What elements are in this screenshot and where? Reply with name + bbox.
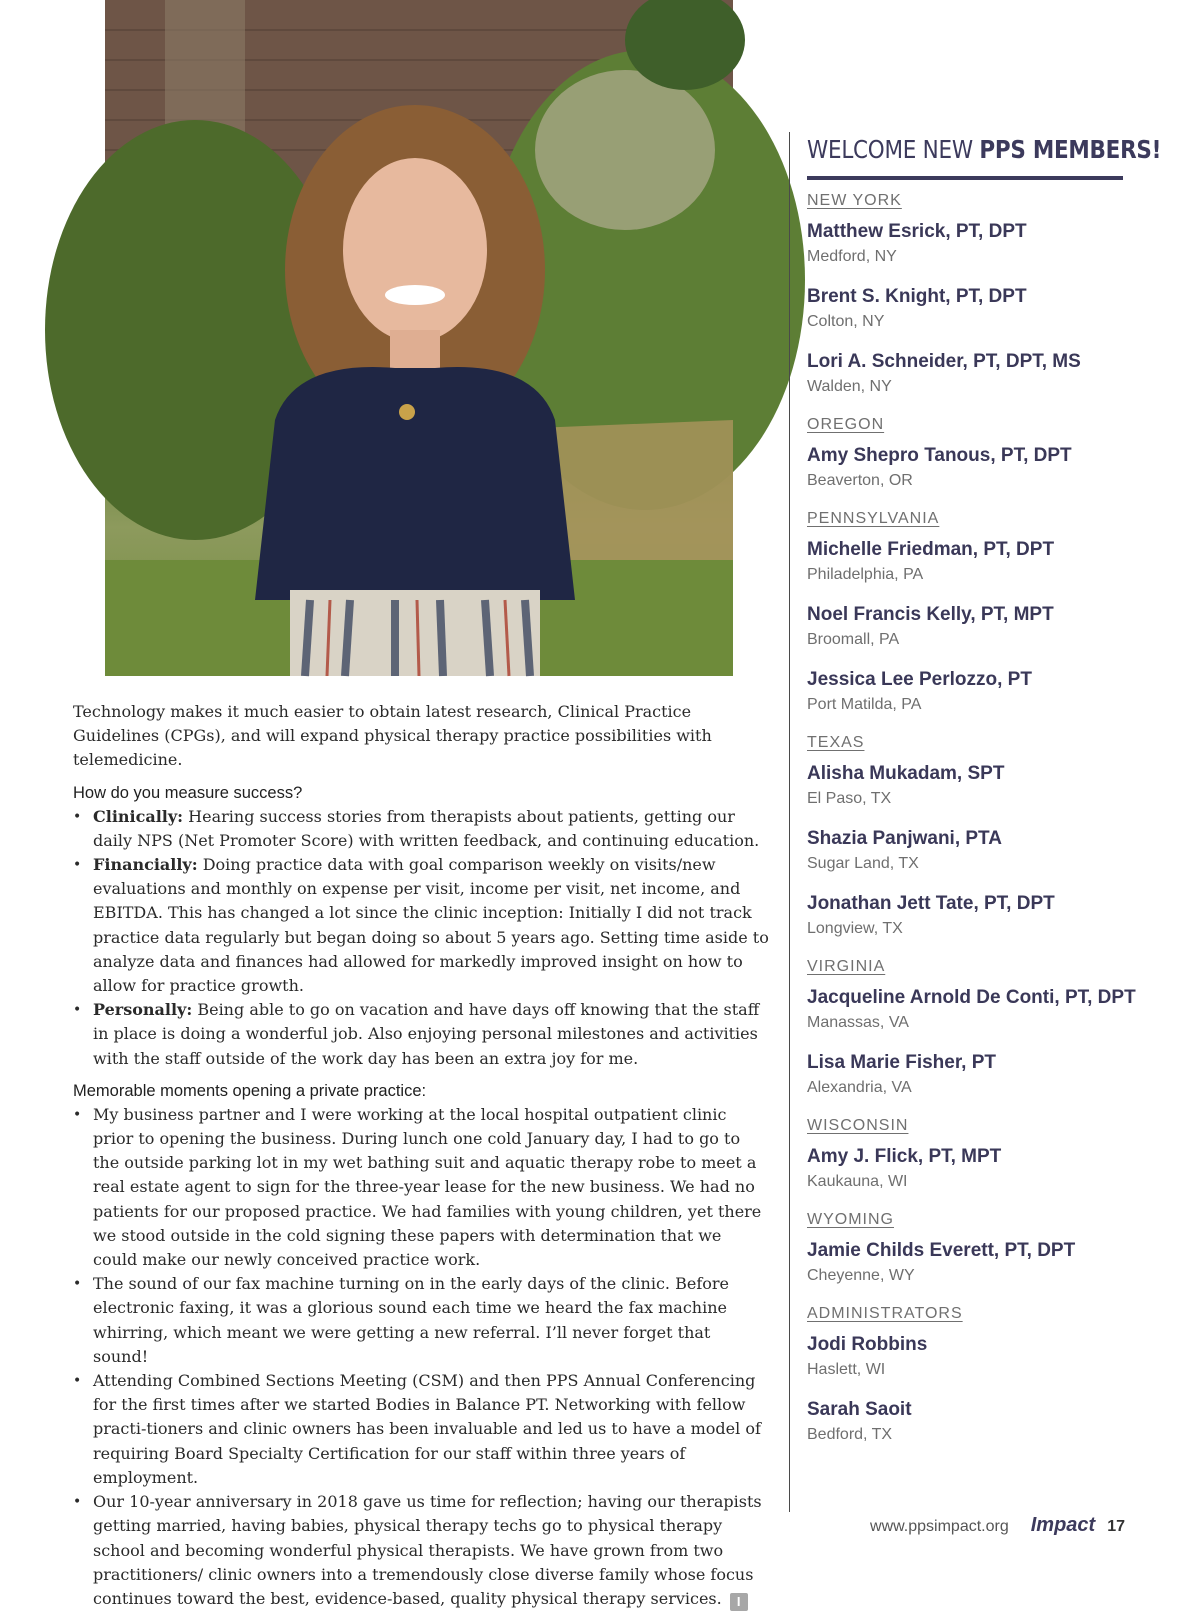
list-item-text: Hearing success stories from therapists about patients, getting our daily NPS (Net Promoter Score) with written feedback, and continuing education.: [93, 806, 760, 850]
member-name: Shazia Panjwani, PTA: [807, 828, 1002, 849]
list-item-lead: Personally:: [93, 1000, 193, 1020]
member-city: Medford, NY: [807, 248, 897, 265]
member-entry: [807, 443, 1125, 492]
member-city: Colton, NY: [807, 313, 885, 330]
member-entry: [807, 1397, 1125, 1446]
new-members-sidebar: [807, 130, 1162, 1462]
sidebar-title-light: WELCOME NEW: [807, 135, 980, 164]
article-intro: Technology makes it much easier to obtain latest research, Clinical Practice Guidelines (CPGs), and will expand physical therapy practice possibilities with telemedicine.: [73, 702, 712, 770]
member-city: Longview, TX: [807, 920, 903, 937]
list-item-text: My business partner and I were working at the local hospital outpatient clinic prior to opening the business. During lunch one cold January day, I had to go to the outside parking lot in my wet bathing suit and aquatic therapy robe to meet a real estate agent to sign for the three-year lease for the new business. We had no patients for our proposed practice. We had families with young children, yet there we stood outside in the cold signing these papers with determination that we could make our newly conceived practice work.: [93, 1104, 762, 1270]
member-name: Jessica Lee Perlozzo, PT: [807, 669, 1032, 690]
member-city: Haslett, WI: [807, 1361, 886, 1378]
member-name: Jodi Robbins: [807, 1334, 928, 1355]
list-item-lead: Clinically:: [93, 806, 184, 826]
member-city: Kaukauna, WI: [807, 1173, 908, 1190]
state-heading: WYOMING: [807, 1211, 894, 1228]
list-item-text: Being able to go on vacation and have days off knowing that the staff in place is doing a wonderful job. Also enjoying personal milestones and activities with the staff outside of the work day has been an extra joy for me.: [93, 1000, 760, 1068]
member-entry: [807, 284, 1125, 333]
state-heading: PENNSYLVANIA: [807, 510, 940, 527]
list-item-lead: Financially:: [93, 855, 198, 875]
member-entry: [807, 1238, 1125, 1287]
member-entry: [807, 1144, 1125, 1193]
footer-url[interactable]: www.ppsimpact.org: [870, 1518, 1009, 1535]
state-heading: VIRGINIA: [807, 958, 886, 975]
list-item-text: Attending Combined Sections Meeting (CSM) and then PPS Annual Conferencing for the first times after we started Bodies in Balance PT. Networking with fellow practi-tioners and clinic owners has been invaluable and led us to have a model of requiring Board Specialty Certification for our staff within three years of employment.: [93, 1371, 761, 1487]
member-name: Lori A. Schneider, PT, DPT, MS: [807, 351, 1081, 372]
member-entry: [807, 667, 1125, 716]
list-item-text: Doing practice data with goal comparison weekly on visits/new evaluations and monthly on expense per visit, income per visit, net income, and EBITDA. This has changed a lot since the clinic inception: Initially I did not track practice data regularly but began doing so about 5 years ago. Setting time aside to analyze data and finances had allowed for markedly improved insight on how to allow for practice growth.: [93, 855, 769, 996]
title-rule: [807, 176, 1123, 180]
success-list: [73, 805, 769, 1071]
list-item: [73, 1490, 769, 1611]
member-entry: [807, 891, 1125, 940]
member-entry: [807, 1050, 1125, 1099]
member-city: Cheyenne, WY: [807, 1267, 915, 1284]
list-item: [73, 1369, 769, 1490]
memorable-list: [73, 1103, 769, 1611]
list-item: [73, 1272, 769, 1369]
member-entry: [807, 537, 1125, 586]
state-heading: NEW YORK: [807, 192, 902, 209]
member-name: Brent S. Knight, PT, DPT: [807, 286, 1027, 307]
member-name: Alisha Mukadam, SPT: [807, 763, 1005, 784]
section-heading-success: How do you measure success?: [73, 783, 303, 802]
member-entry: [807, 1332, 1125, 1381]
member-entry: [807, 219, 1125, 268]
member-entry: [807, 349, 1125, 398]
member-name: Sarah Saoit: [807, 1399, 912, 1420]
member-name: Amy Shepro Tanous, PT, DPT: [807, 445, 1072, 466]
member-city: Port Matilda, PA: [807, 696, 922, 713]
state-heading: TEXAS: [807, 734, 865, 751]
sidebar-title-bold: PPS MEMBERS!: [979, 135, 1162, 164]
portrait-photo: [105, 0, 733, 676]
member-name: Jamie Childs Everett, PT, DPT: [807, 1240, 1076, 1261]
member-city: Philadelphia, PA: [807, 566, 924, 583]
article-body: [73, 700, 769, 1619]
state-heading: WISCONSIN: [807, 1117, 909, 1134]
state-heading: ADMINISTRATORS: [807, 1305, 963, 1322]
member-entry: [807, 826, 1125, 875]
member-name: Noel Francis Kelly, PT, MPT: [807, 604, 1054, 625]
member-city: Walden, NY: [807, 378, 892, 395]
member-city: Sugar Land, TX: [807, 855, 919, 872]
member-groups: [807, 190, 1136, 1446]
list-item-text: The sound of our fax machine turning on in the early days of the clinic. Before electronic faxing, it was a glorious sound each time we heard the fax machine whirring, which meant we were getting a new referral. I’ll never forget that sound!: [93, 1274, 729, 1366]
list-item: [73, 1103, 769, 1272]
state-heading: OREGON: [807, 416, 885, 433]
list-item: [73, 805, 769, 853]
page-number: 17: [1107, 1518, 1125, 1535]
sidebar-title: [807, 130, 1162, 170]
page-footer: [870, 1514, 1125, 1538]
member-name: Michelle Friedman, PT, DPT: [807, 539, 1055, 560]
list-item: [73, 853, 769, 998]
member-city: Beaverton, OR: [807, 472, 913, 489]
member-name: Matthew Esrick, PT, DPT: [807, 221, 1027, 242]
member-city: Bedford, TX: [807, 1426, 893, 1443]
member-city: Alexandria, VA: [807, 1079, 912, 1096]
member-entry: [807, 761, 1125, 810]
end-of-article-icon: I: [730, 1593, 748, 1611]
list-item-text: Our 10-year anniversary in 2018 gave us time for reflection; having our therapists getting married, having babies, physical therapy techs go to physical therapy school and becoming wonderful physical therapists. We have grown from two practitioners/ clinic owners into a tremendously close diverse family whose focus continues toward the best, evidence-based, quality physical therapy services.: [93, 1492, 762, 1608]
member-city: Broomall, PA: [807, 631, 900, 648]
footer-brand: Impact: [1030, 1514, 1096, 1536]
column-divider: [789, 132, 790, 1512]
member-name: Jacqueline Arnold De Conti, PT, DPT: [807, 987, 1136, 1008]
member-city: El Paso, TX: [807, 790, 892, 807]
member-name: Jonathan Jett Tate, PT, DPT: [807, 893, 1055, 914]
list-item: [73, 998, 769, 1071]
member-entry: [807, 985, 1136, 1034]
member-name: Lisa Marie Fisher, PT: [807, 1052, 997, 1073]
member-entry: [807, 602, 1125, 651]
member-name: Amy J. Flick, PT, MPT: [807, 1146, 1002, 1167]
portrait-illustration: [105, 0, 733, 676]
section-heading-memorable: Memorable moments opening a private practice:: [73, 1081, 427, 1100]
member-city: Manassas, VA: [807, 1014, 909, 1031]
